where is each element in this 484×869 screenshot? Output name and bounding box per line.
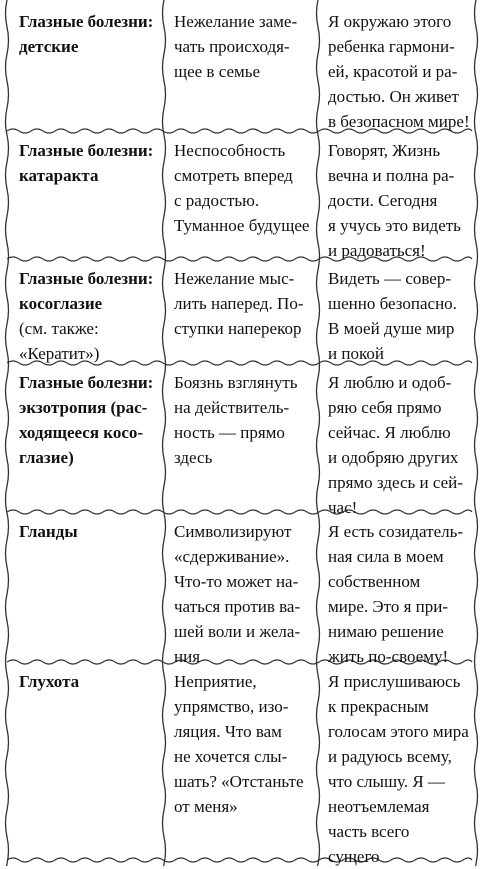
affirmation-cell: [323, 266, 475, 366]
affirmation-line: Я люблю и одоб-: [328, 373, 452, 392]
column-divider-2: [317, 0, 320, 866]
cause-line: упрямство, изо-: [174, 697, 289, 716]
cause-line: Неприятие,: [174, 672, 257, 691]
affirmation-line: что слышу. Я —: [328, 772, 445, 791]
term-cell: [14, 9, 166, 59]
term-cell: [14, 669, 166, 694]
cause-line: смотреть вперед: [174, 166, 293, 185]
cause-line: от меня»: [174, 797, 238, 816]
term-line: Глазные болезни:: [19, 12, 154, 31]
affirmation-line: Я окружаю этого: [328, 12, 452, 31]
term-cell: [14, 370, 166, 470]
cause-cell: [169, 266, 316, 341]
term-note-line: (см. также:: [19, 319, 99, 338]
affirmation-line: голосам этого мира: [328, 722, 469, 741]
affirmation-line: ей, красотой и ра-: [328, 62, 458, 81]
cause-line: с радостью.: [174, 191, 260, 210]
affirmation-line: Я прислушиваюсь: [328, 672, 461, 691]
cause-line: Неспособность: [174, 141, 286, 160]
affirmation-line: Я есть созидатель-: [328, 522, 464, 541]
cause-line: Что-то может на-: [174, 572, 299, 591]
affirmation-line: прямо здесь и сей-: [328, 473, 463, 492]
affirmation-cell: [323, 9, 475, 134]
cause-line: здесь: [174, 448, 213, 467]
term-line: Глазные болезни:: [19, 269, 154, 288]
cause-cell: [169, 669, 316, 819]
cause-line: ляция. Что вам: [174, 722, 282, 741]
affirmation-line: сущего: [328, 847, 380, 866]
term-line: экзотропия (рас-: [19, 398, 148, 417]
affirmation-line: часть всего: [328, 822, 410, 841]
affirmation-line: жить по-своему!: [328, 647, 449, 666]
cause-cell: [169, 9, 316, 84]
term-line: ходящееся косо-: [19, 423, 144, 442]
term-line: Глазные болезни:: [19, 373, 154, 392]
cause-line: чаться против ва-: [174, 597, 301, 616]
affirmation-line: вечна и полна ра-: [328, 166, 455, 185]
cause-line: Боязнь взглянуть: [174, 373, 298, 392]
affirmation-line: в безопасном мире!: [328, 112, 470, 131]
affirmation-line: дости. Сегодня: [328, 191, 438, 210]
cause-line: ность — прямо: [174, 423, 285, 442]
affirmation-line: ряю себя прямо: [328, 398, 442, 417]
cause-line: не хочется слы-: [174, 747, 288, 766]
affirmation-line: шенно безопасно.: [328, 294, 457, 313]
affirmation-line: достью. Он живет: [328, 87, 459, 106]
cause-line: на действитель-: [174, 398, 290, 417]
cause-cell: [169, 519, 316, 669]
affirmation-line: ная сила в моем: [328, 547, 444, 566]
cause-line: «сдерживание».: [174, 547, 290, 566]
affirmation-line: Говорят, Жизнь: [328, 141, 441, 160]
affirmation-line: мире. Это я при-: [328, 597, 449, 616]
term-line: косоглазие: [19, 294, 103, 313]
term-line: катаракта: [19, 166, 99, 185]
affirmation-cell: [323, 370, 475, 520]
cause-cell: [169, 138, 316, 238]
table-border-left: [6, 0, 9, 866]
cause-line: лить наперед. По-: [174, 294, 304, 313]
term-line: детские: [19, 37, 79, 56]
cause-cell: [169, 370, 316, 470]
term-cell: [14, 138, 166, 188]
affirmation-cell: [323, 669, 475, 869]
affirmation-line: к прекрасным: [328, 697, 429, 716]
affirmation-line: и покой: [328, 344, 384, 363]
affirmation-cell: [323, 519, 475, 669]
affirmation-line: час!: [328, 498, 358, 517]
affirmation-line: и радуюсь всему,: [328, 747, 452, 766]
affirmation-line: ребенка гармони-: [328, 37, 455, 56]
affirmation-line: В моей душе мир: [328, 319, 455, 338]
affirmation-line: и одобряю других: [328, 448, 459, 467]
affirmation-line: сейчас. Я люблю: [328, 423, 451, 442]
term-line: Гланды: [19, 522, 78, 541]
cause-line: чать происходя-: [174, 37, 290, 56]
cause-line: Нежелание заме-: [174, 12, 298, 31]
term-cell: [14, 266, 166, 366]
cause-line: ния: [174, 647, 201, 666]
affirmation-line: нимаю решение: [328, 622, 444, 641]
term-line: глазие): [19, 448, 74, 467]
affirmation-line: Видеть — совер-: [328, 269, 451, 288]
cause-line: щее в семье: [174, 62, 261, 81]
term-line: Глухота: [19, 672, 80, 691]
term-line: Глазные болезни:: [19, 141, 154, 160]
term-cell: [14, 519, 166, 544]
cause-line: Туманное будущее: [174, 216, 310, 235]
term-note-line: «Кератит»): [19, 344, 100, 363]
affirmation-line: неотъемлемая: [328, 797, 430, 816]
affirmation-line: я учусь это видеть: [328, 216, 461, 235]
cause-line: ступки наперекор: [174, 319, 302, 338]
affirmation-line: собственном: [328, 572, 421, 591]
cause-line: Символизируют: [174, 522, 292, 541]
affirmation-line: и радоваться!: [328, 241, 426, 260]
cause-line: шать? «Отстаньте: [174, 772, 304, 791]
cause-line: Нежелание мыс-: [174, 269, 295, 288]
affirmation-cell: [323, 138, 475, 263]
cause-line: шей воли и жела-: [174, 622, 301, 641]
